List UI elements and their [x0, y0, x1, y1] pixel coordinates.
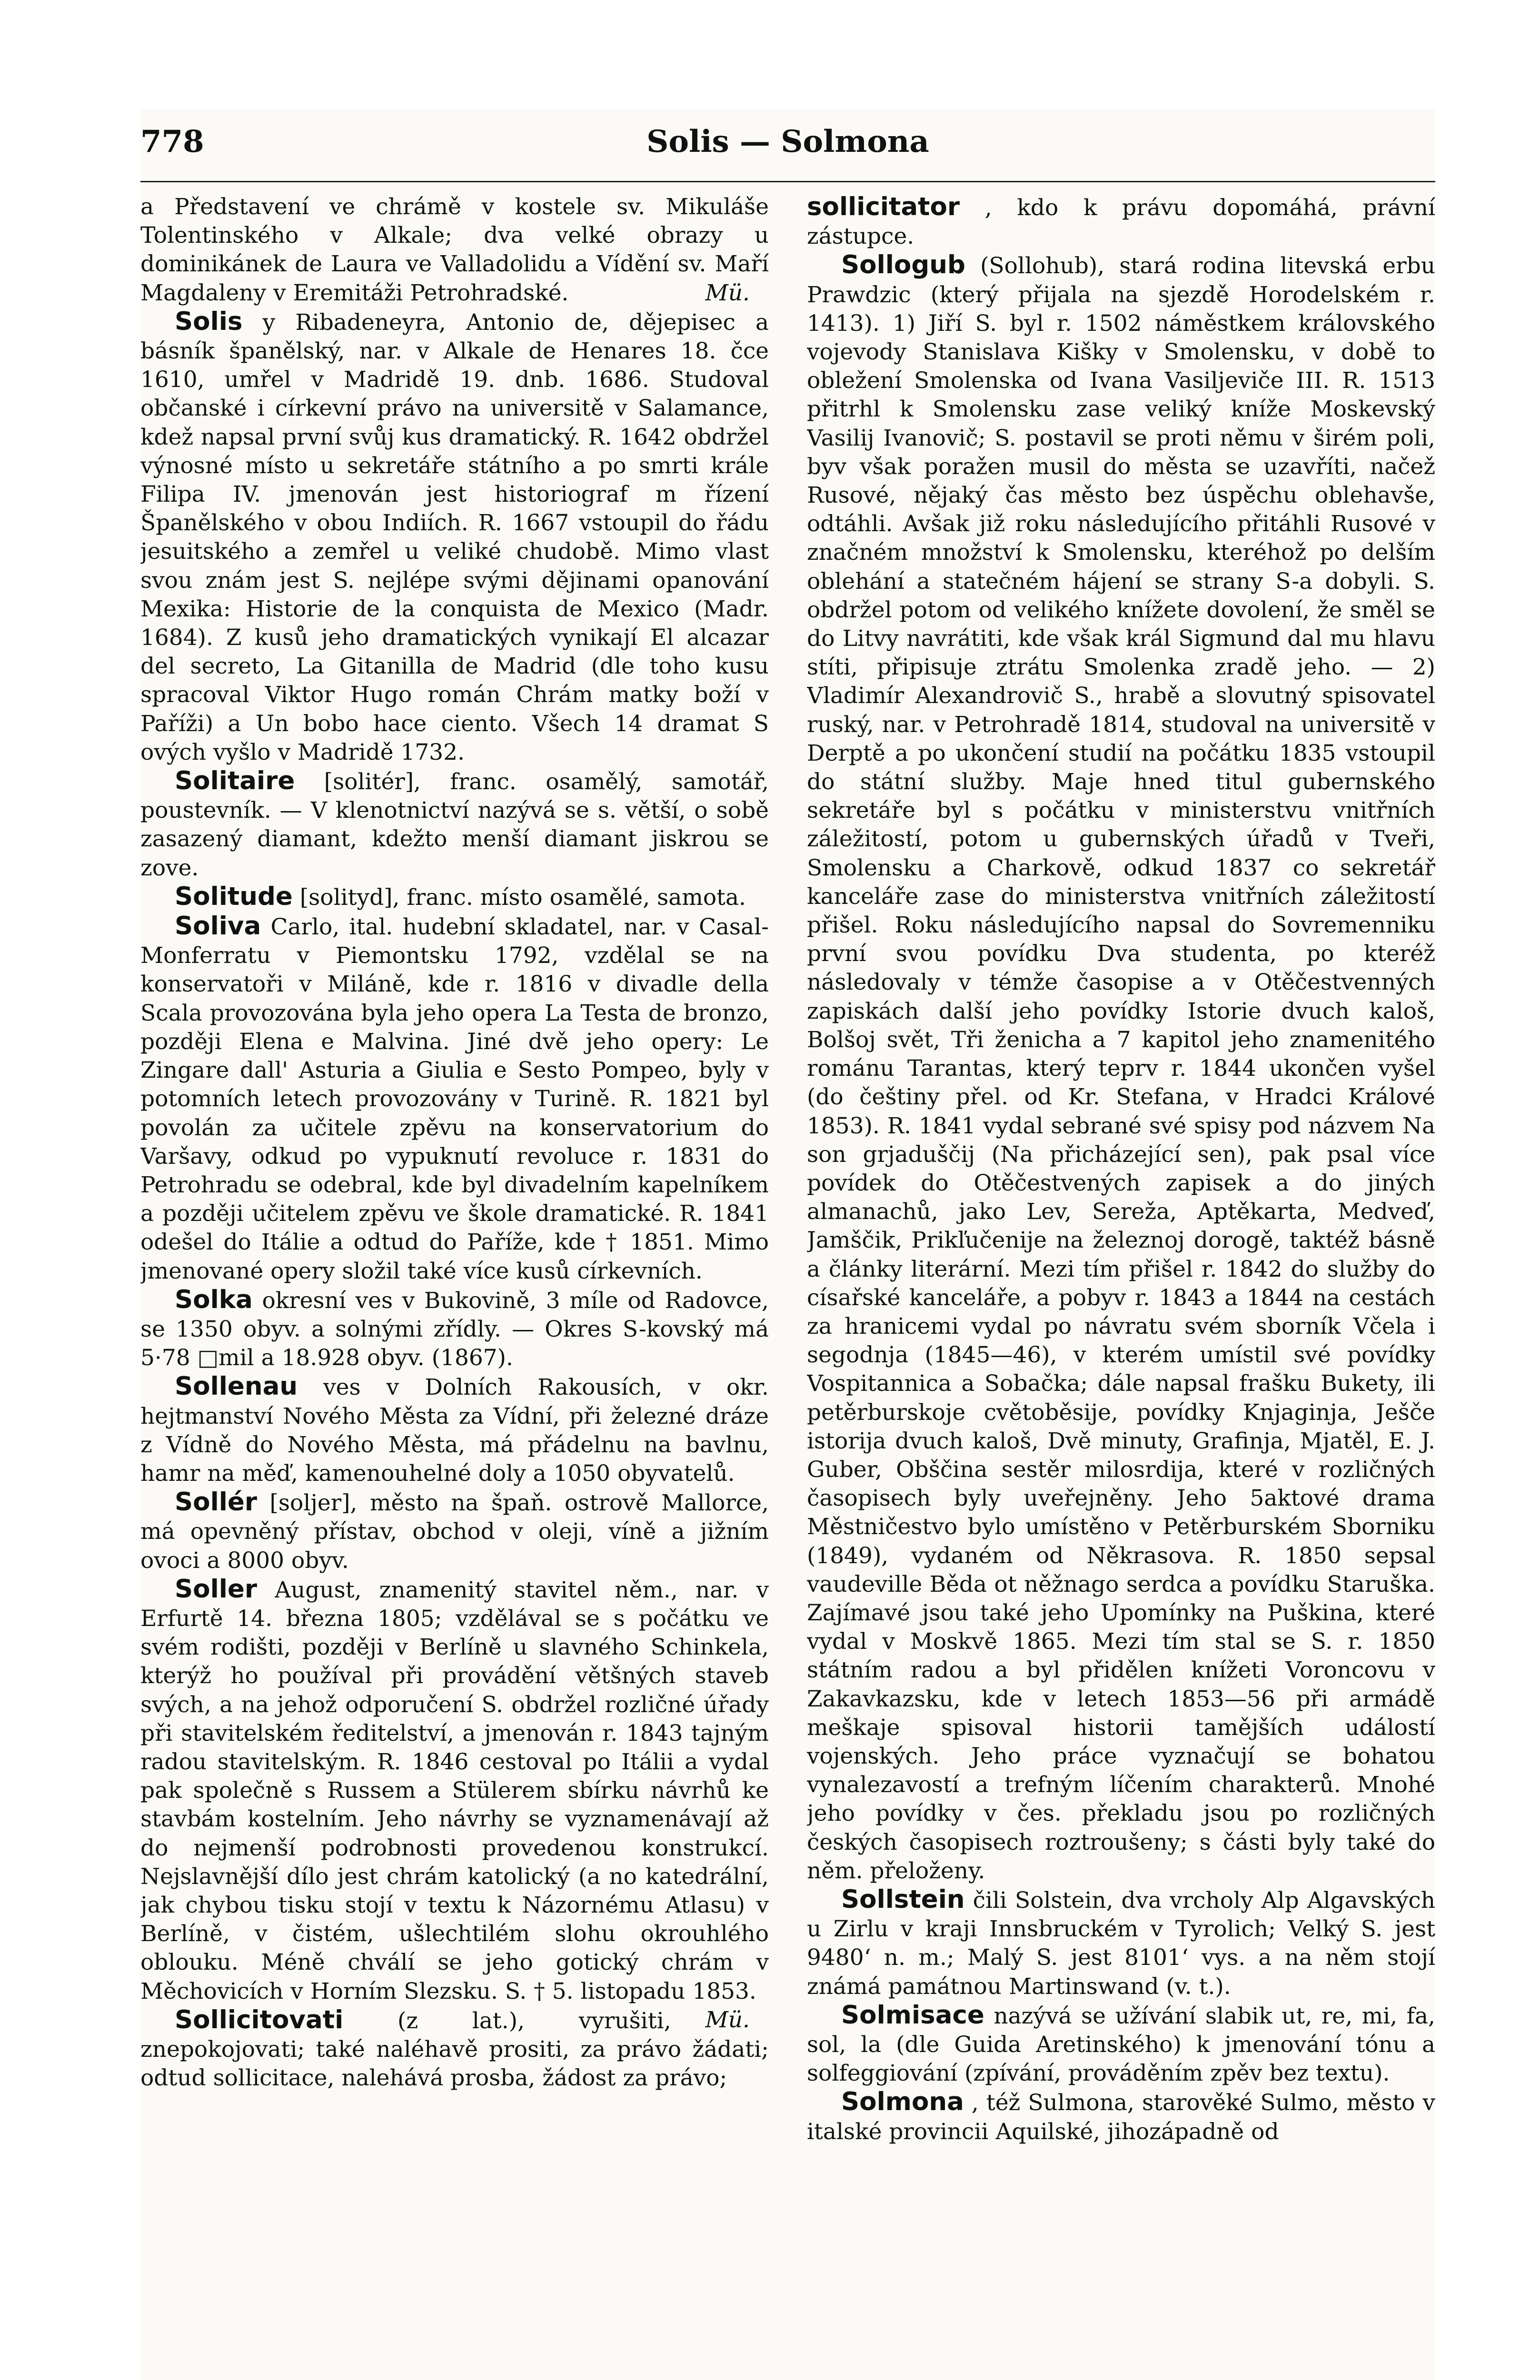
entry-text: (z lat.), vyrušiti, znepokojovati; také naléhavě prositi, za právo žádati; odtud sollicitace, nalehává prosba, žádost za právo;	[140, 2007, 769, 2092]
entry-soller	[140, 1488, 769, 1575]
entry-sollicitator	[807, 193, 1435, 251]
headword: Soller	[175, 1574, 258, 1604]
running-title: Solis — Solmona	[646, 124, 929, 159]
left-column	[140, 193, 769, 2380]
entry-soliva	[140, 912, 769, 1286]
headword: Sollicitovati	[175, 2005, 344, 2034]
entry-sollogub	[807, 251, 1435, 1885]
entry-sollstein	[807, 1885, 1435, 2001]
entry-solitaire	[140, 767, 769, 883]
entry-text: okresní ves v Bukovině, 3 míle od Radovce, se 1350 obyv. a solnými zřídly. — Okres S-kovský má 5·78 □mil a 18.928 obyv. (1867).	[140, 1287, 769, 1371]
headword: Solis	[175, 307, 243, 336]
entry-text: nazývá se užívání slabik ut, re, mi, fa, sol, la (dle Guida Aretinského) k jmenování tónu a solfeggiování (zpívání, prováděním zpěv bez textu).	[807, 2003, 1435, 2087]
entry-solka	[140, 1286, 769, 1373]
headword: Sollstein	[841, 1884, 965, 1914]
entry-text: August, znamenitý stavitel něm., nar. v Erfurtě 14. března 1805; vzdělával se s počátku ve svém rodišti, později v Berlíně u slavného Schinkela, kterýž ho používal při provádění většných staveb svých, a na jehož odporučení S. obdržel rozličné úřady při stavitelském ředitelství, a jmenován r. 1843 tajným radou stavitelským. R. 1846 cestoval po Itálii a vydal pak společně s Russem a Stülerem sbírku návrhů ke stavbám kostelním. Jeho návrhy se vyznamenávají až do nejmenší podrobnosti provedenou konstrukcí. Nejslavnější dílo jest chrám katolický (a no katedrální, jak chybou tisku stojí v textu k Názornému Atlasu) v Berlíně, v čistém, ušlechtilém slohu okrouhlého oblouku. Méně chválí se jeho gotický chrám v Měchovicích v Horním Slezsku. S. † 5. listopadu 1853.	[140, 1577, 769, 2004]
headword: Solmisace	[841, 2000, 984, 2030]
entry-solmona	[807, 2088, 1435, 2146]
dictionary-page	[140, 109, 1435, 2380]
page-number: 778	[140, 124, 204, 159]
right-column	[807, 193, 1435, 2380]
headword: Soliva	[175, 912, 261, 941]
entry-solmisace	[807, 2001, 1435, 2088]
header-rule	[140, 181, 1435, 182]
headword: sollicitator	[807, 193, 960, 221]
headword: Solmona	[841, 2087, 964, 2117]
headword: Solitaire	[175, 766, 295, 796]
entry-text: y Ribadeneyra, Antonio de, dějepisec a básník španělský, nar. v Alkale de Henares 18. čce 1610, umřel v Madridě 19. dnb. 1686. Studoval občanské i církevní právo na universitě v Salamance, kdež napsal první svůj kus dramatický. R. 1642 obdržel výnosné místo u sekretáře státního a po smrti krále Filipa IV. jmenován jest historiograf m řízení Španělského v obou Indiích. R. 1667 vstoupil do řádu jesuitského a zemřel u veliké chudobě. Mimo vlast svou znám jest S. nejlépe svými dějinami opanování Mexika: Historie de la conquista de Mexico (Madr. 1684). Z kusů jeho dramatických vynikají El alcazar del secreto, La Gitanilla de Madrid (dle toho kusu spracoval Viktor Hugo román Chrám matky boží v Paříži) a Un bobo hace ciento. Všech 14 dramat S ových vyšlo v Madridě 1732.	[140, 309, 769, 765]
entry-solis-ribadeneyra	[140, 307, 769, 767]
page-header	[140, 124, 1435, 186]
headword: Sollér	[175, 1488, 258, 1517]
author-signature: Mü.	[705, 279, 750, 306]
entry-text: ves v Dolních Rakousích, v okr. hejtmanství Nového Města za Vídní, při železné dráze z Vídně do Nového Města, má přádelnu na bavlnu, hamr na měď, kamenouhelné doly a 1050 obyvatelů.	[140, 1374, 769, 1487]
entry-text: čili Solstein, dva vrcholy Alp Algavských u Zirlu v kraji Innsbruckém v Tyrolich; Velký S. jest 9480‘ n. m.; Malý S. jest 8101‘ vys. a na něm stojí známá památnou Martinswand (v. t.).	[807, 1887, 1435, 2000]
headword: Sollenau	[175, 1372, 298, 1401]
entry-text: [solityd], franc. místo osamělé, samota.	[299, 884, 746, 911]
entry-text: a Představení ve chrámě v kostele sv. Mikuláše Tolentinského v Alkale; dva velké obrazy u dominikánek de Laura ve Valladolidu a Vídění sv. Maří Magdaleny v Eremitáži Petrohradské.	[140, 194, 769, 306]
entry-solitude	[140, 883, 769, 912]
author-signature: Mü.	[705, 2006, 750, 2033]
entry-text: [solitér], franc. osamělý, samotář, poustevník. — V klenotnictví nazývá se s. větší, o sobě zasazený diamant, kdežto menší diamant jiskrou se zove.	[140, 769, 769, 881]
headword: Sollogub	[841, 250, 965, 280]
entry-text: (Sollohub), stará rodina litevská erbu Prawdzic (který přijala na sjezdě Horodelském r. 1413). 1) Jiří S. byl r. 1502 náměstkem královského vojevody Stanislava Kišky v Smolensku, v době to obležení Smolenska od Ivana Vasiljeviče III. R. 1513 přitrhl k Smolensku zase veliký kníže Moskevský Vasilij Ivanovič; S. postavil se proti němu v širém poli, byv však poražen musil do města se uzavříti, načež Rusové, nějaký čas město bez úspěchu oblehavše, odtáhli. Avšak již roku následujícího přitáhli Rusové v značném množství k Smolensku, kteréhož po delším oblehání a statečném hájení se strany S-a dobyli. S. obdržel potom od velikého knížete dovolení, že směl se do Litvy navrátiti, kde však král Sigmund dal mu hlavu stíti, připisuje ztrátu Smolenka zradě jeho. — 2) Vladimír Alexandrovič S., hrabě a slovutný spisovatel ruský, nar. v Petrohradě 1814, studoval na universitě v Derptě a po ukončení studií na počátku 1835 vstoupil do státní služby. Maje hned titul gubernského sekretáře byl s počátku v ministerstvu vnitřních záležitostí, potom u gubernských úřadů v Tveři, Smolensku a Charkově, odkud 1837 co sekretář kanceláře zase do ministerstva vnitřních záležitostí přišel. Roku následujícího napsal do Sovremenniku první svou povídku Dva studenta, po kteréž následovaly v témže časopise a v Otěčestvenných zapiskách další jeho povídky Istorie dvuch kaloš, Bolšoj svět, Tři ženicha a 7 kapitol jeho znamenitého románu Tarantas, který teprv r. 1844 ukončen vyšel (do češtiny přel. od Kr. Stefana, v Hradci Králové 1853). R. 1841 vydal sebrané své spisy pod názvem Na son grjaduščij (Na přicházející sen), pak psal více povídek do Otěčestvených zapisek a do jiných almanachů, jako Lev, Sereža, Aptěkarta, Medveď, Jamščik, Prikľučenije na železnoj dorogě, taktéž básně a články literární. Mezi tím přišel r. 1842 do služby do císařské kanceláře, a pobyv r. 1843 a 1844 na cestách za hranicemi vydal po návratu svém sborník Včela i segodnja (1845—46), v kterém umístil své povídky Vospitannica a Sobačka; dále napsal frašku Bukety, ili petěrburskoje cvětoběsije, povídky Knjaginja, Ješče istorija dvuch kaloš, Dvě minuty, Grafinja, Mjatěl, E. J. Guber, Obščina sestěr milosrdija, které v rozličných časopisech byly uveřejněny. Jeho 5aktové drama Městničestvo bylo umístěno v Petěrburském Sborniku (1849), vydaném od Někrasova. R. 1850 sepsal vaudeville Běda ot něžnago serdca a povídku Staruška. Zajímavé jsou také jeho Upomínky na Puškina, které vydal v Moskvě 1865. Mezi tím stal se S. r. 1850 státním radou a byl přidělen knížeti Voroncovu v Zakavkazsku, kde v letech 1853—56 při armádě meškaje spisoval historii tamějších událostí vojenských. Jeho práce vyznačují se bohatou vynalezavostí a trefným líčením charakterů. Mnohé jeho povídky v čes. překladu jsou po rozličných českých časopisech roztroušeny; s části byly také do něm. přeloženy.	[807, 253, 1435, 1884]
entry-sollenau	[140, 1372, 769, 1488]
entry-text: , též Sulmona, starověké Sulmo, město v italské provincii Aquilské, jihozápadně od	[807, 2090, 1435, 2145]
headword: Solitude	[175, 882, 293, 911]
entry-text: [soljer], město na špaň. ostrově Mallorce, má opevněný přístav, obchod v oleji, víně a jižním ovoci a 8000 obyv.	[140, 1490, 769, 1574]
entry-text: , kdo k právu dopomáhá, právní zástupce.	[807, 195, 1435, 250]
entry-text: Carlo, ital. hudební skladatel, nar. v Casal-Monferratu v Piemontsku 1792, vzdělal se na konservatoři v Miláně, kde r. 1816 v divadle della Scala provozována byla jeho opera La Testa de bronzo, později Elena e Malvina. Jiné dvě jeho opery: Le Zingare dall' Asturia a Giulia e Sesto Pompeo, byly v potomních letech provozovány v Turině. R. 1821 byl povolán za učitele zpěvu na konservatorium do Varšavy, odkud po vypuknutí revoluce r. 1831 do Petrohradu se odebral, kde byl divadelním kapelníkem a později učitelem zpěvu ve škole dramatické. R. 1841 odešel do Itálie a odtud do Paříže, kde † 1851. Mimo jmenované opery složil také více kusů církevních.	[140, 914, 769, 1284]
headword: Solka	[175, 1285, 253, 1314]
entry-solis-continued	[140, 193, 769, 307]
